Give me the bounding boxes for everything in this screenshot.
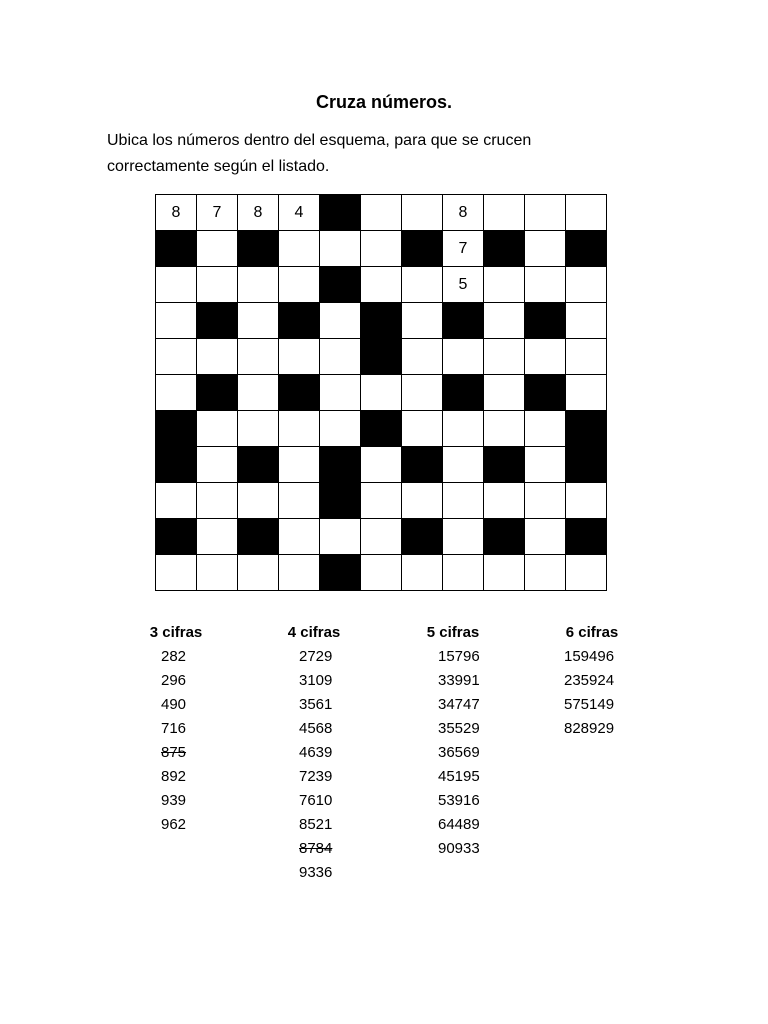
grid-cell[interactable] xyxy=(279,519,320,555)
grid-cell-black xyxy=(156,411,197,447)
grid-cell[interactable] xyxy=(484,411,525,447)
grid-cell[interactable] xyxy=(238,303,279,339)
grid-cell[interactable] xyxy=(238,267,279,303)
grid-cell[interactable] xyxy=(443,339,484,375)
grid-cell-black xyxy=(402,519,443,555)
grid-row xyxy=(156,447,607,483)
grid-row xyxy=(156,231,607,267)
grid-cell[interactable] xyxy=(443,555,484,591)
grid-cell[interactable] xyxy=(197,555,238,591)
grid-cell[interactable] xyxy=(156,339,197,375)
list-item: 53916 xyxy=(438,792,480,809)
list-item: 282 xyxy=(161,648,187,665)
grid-cell[interactable] xyxy=(484,267,525,303)
grid-cell[interactable] xyxy=(156,303,197,339)
grid-row xyxy=(156,519,607,555)
grid-cell-black xyxy=(402,231,443,267)
grid-cell-black xyxy=(279,375,320,411)
list-item: 939 xyxy=(161,792,187,809)
list-item: 875 xyxy=(161,744,187,761)
grid-cell[interactable] xyxy=(320,519,361,555)
grid-cell[interactable] xyxy=(443,447,484,483)
grid-cell[interactable] xyxy=(525,447,566,483)
grid-cell[interactable] xyxy=(156,267,197,303)
grid-cell[interactable] xyxy=(238,555,279,591)
grid-cell[interactable] xyxy=(238,411,279,447)
grid-cell[interactable] xyxy=(238,483,279,519)
list-item: 35529 xyxy=(438,720,480,737)
grid-row xyxy=(156,339,607,375)
list-item: 235924 xyxy=(564,672,615,689)
grid-cell[interactable] xyxy=(525,519,566,555)
list-item: 9336 xyxy=(299,864,333,881)
grid-cell[interactable] xyxy=(197,231,238,267)
list-item: 962 xyxy=(161,816,187,833)
grid-cell[interactable] xyxy=(525,411,566,447)
grid-cell[interactable] xyxy=(361,375,402,411)
list-items xyxy=(121,645,231,837)
list-items xyxy=(259,645,369,885)
grid-cell[interactable] xyxy=(361,195,402,231)
grid-cell[interactable] xyxy=(484,483,525,519)
grid-cell-black xyxy=(566,231,607,267)
grid-cell[interactable]: 8 xyxy=(238,195,279,231)
grid-cell[interactable]: 7 xyxy=(443,231,484,267)
grid-cell[interactable] xyxy=(402,555,443,591)
grid-cell[interactable] xyxy=(402,411,443,447)
grid-cell[interactable] xyxy=(484,375,525,411)
grid-cell[interactable] xyxy=(402,339,443,375)
grid-cell-black xyxy=(320,555,361,591)
grid-cell[interactable] xyxy=(361,267,402,303)
grid-cell[interactable] xyxy=(525,339,566,375)
list-item: 4639 xyxy=(299,744,333,761)
grid-cell[interactable] xyxy=(525,483,566,519)
grid-cell[interactable]: 7 xyxy=(197,195,238,231)
grid-cell[interactable] xyxy=(525,195,566,231)
grid-cell[interactable] xyxy=(566,267,607,303)
grid-cell[interactable]: 8 xyxy=(156,195,197,231)
grid-cell[interactable]: 5 xyxy=(443,267,484,303)
grid-cell[interactable] xyxy=(197,519,238,555)
grid-cell-black xyxy=(484,447,525,483)
grid-cell-black xyxy=(197,303,238,339)
grid-cell[interactable] xyxy=(279,339,320,375)
number-list xyxy=(398,621,508,861)
list-item: 7239 xyxy=(299,768,333,785)
grid-cell[interactable] xyxy=(279,411,320,447)
grid-cell[interactable] xyxy=(402,375,443,411)
grid-cell[interactable] xyxy=(238,375,279,411)
grid-row xyxy=(156,195,607,231)
grid-cell[interactable] xyxy=(279,483,320,519)
list-item: 8521 xyxy=(299,816,333,833)
grid-cell-black xyxy=(156,519,197,555)
grid-cell[interactable] xyxy=(484,555,525,591)
list-item: 33991 xyxy=(438,672,480,689)
list-item: 490 xyxy=(161,696,187,713)
grid-cell[interactable] xyxy=(361,483,402,519)
grid-cell-black xyxy=(238,519,279,555)
grid-cell[interactable] xyxy=(443,519,484,555)
grid-cell-black xyxy=(156,231,197,267)
grid-cell[interactable] xyxy=(566,555,607,591)
grid-cell[interactable] xyxy=(361,447,402,483)
grid-cell-black xyxy=(443,303,484,339)
grid-cell[interactable] xyxy=(443,411,484,447)
instructions-line-1: Ubica los números dentro del esquema, para que se crucen xyxy=(107,132,532,149)
grid-cell-black xyxy=(238,231,279,267)
list-item: 15796 xyxy=(438,648,480,665)
grid-cell-black xyxy=(320,267,361,303)
list-items xyxy=(537,645,647,741)
grid-cell[interactable] xyxy=(361,231,402,267)
list-item: 4568 xyxy=(299,720,333,737)
list-item: 828929 xyxy=(564,720,615,737)
list-header: 6 cifras xyxy=(565,624,619,641)
grid-row xyxy=(156,267,607,303)
grid-cell[interactable]: 8 xyxy=(443,195,484,231)
grid-cell-black xyxy=(320,447,361,483)
list-item: 7610 xyxy=(299,792,333,809)
grid-cell-black xyxy=(156,447,197,483)
list-item: 45195 xyxy=(438,768,480,785)
grid-cell[interactable] xyxy=(320,339,361,375)
grid-cell[interactable] xyxy=(566,303,607,339)
grid-cell-black xyxy=(484,519,525,555)
grid-cell-black xyxy=(443,375,484,411)
list-item: 3109 xyxy=(299,672,333,689)
grid-cell-black xyxy=(402,447,443,483)
grid-cell[interactable] xyxy=(402,303,443,339)
list-header: 5 cifras xyxy=(426,624,480,641)
grid-row xyxy=(156,375,607,411)
grid-cell[interactable] xyxy=(156,375,197,411)
number-list xyxy=(259,621,369,885)
grid-cell-black xyxy=(361,411,402,447)
grid-row xyxy=(156,483,607,519)
grid-row xyxy=(156,555,607,591)
list-item: 892 xyxy=(161,768,187,785)
grid-cell[interactable] xyxy=(566,483,607,519)
grid-cell[interactable] xyxy=(320,303,361,339)
grid-cell[interactable] xyxy=(320,231,361,267)
grid-cell[interactable] xyxy=(402,195,443,231)
grid-cell[interactable] xyxy=(402,267,443,303)
grid-row xyxy=(156,411,607,447)
grid-cell[interactable] xyxy=(279,555,320,591)
grid-cell[interactable] xyxy=(566,195,607,231)
grid-cell[interactable] xyxy=(320,411,361,447)
grid-cell[interactable] xyxy=(484,303,525,339)
grid-cell-black xyxy=(320,195,361,231)
grid-cell-black xyxy=(361,303,402,339)
list-item: 36569 xyxy=(438,744,480,761)
list-items xyxy=(398,645,508,861)
grid-cell[interactable] xyxy=(279,447,320,483)
grid-cell[interactable] xyxy=(197,447,238,483)
grid-cell[interactable] xyxy=(484,195,525,231)
grid-cell[interactable] xyxy=(197,483,238,519)
grid-cell[interactable] xyxy=(197,411,238,447)
crossword-grid xyxy=(155,194,607,591)
list-item: 90933 xyxy=(438,840,480,857)
grid-cell[interactable] xyxy=(525,267,566,303)
list-item: 716 xyxy=(161,720,187,737)
grid-cell-black xyxy=(566,447,607,483)
list-item: 34747 xyxy=(438,696,480,713)
grid-cell-black xyxy=(566,411,607,447)
grid-cell-black xyxy=(279,303,320,339)
list-item: 3561 xyxy=(299,696,333,713)
list-header: 3 cifras xyxy=(149,624,203,641)
grid-cell-black xyxy=(197,375,238,411)
grid-cell-black xyxy=(361,339,402,375)
grid-cell[interactable] xyxy=(279,231,320,267)
grid-cell[interactable] xyxy=(197,339,238,375)
grid-cell-black xyxy=(484,231,525,267)
grid-cell[interactable] xyxy=(361,519,402,555)
list-item: 575149 xyxy=(564,696,615,713)
grid-cell[interactable] xyxy=(320,375,361,411)
page-title: Cruza números. xyxy=(315,92,453,112)
grid-cell[interactable] xyxy=(525,231,566,267)
grid-cell[interactable] xyxy=(156,483,197,519)
grid-cell[interactable] xyxy=(525,555,566,591)
instructions xyxy=(107,128,667,180)
number-list xyxy=(537,621,647,741)
number-list xyxy=(121,621,231,837)
list-item: 159496 xyxy=(564,648,615,665)
grid-cell[interactable] xyxy=(566,375,607,411)
grid-cell-black xyxy=(525,303,566,339)
grid-cell[interactable] xyxy=(279,267,320,303)
grid-cell[interactable] xyxy=(156,555,197,591)
grid-cell[interactable] xyxy=(238,339,279,375)
grid-row xyxy=(156,303,607,339)
grid-cell-black xyxy=(566,519,607,555)
grid-cell-black xyxy=(238,447,279,483)
list-item: 2729 xyxy=(299,648,333,665)
grid-cell-black xyxy=(525,375,566,411)
instructions-line-2: correctamente según el listado. xyxy=(107,158,330,175)
grid-cell[interactable] xyxy=(484,339,525,375)
list-header: 4 cifras xyxy=(287,624,341,641)
list-item: 296 xyxy=(161,672,187,689)
grid-cell[interactable] xyxy=(566,339,607,375)
grid-cell[interactable] xyxy=(361,555,402,591)
grid-cell-black xyxy=(320,483,361,519)
grid-cell[interactable]: 4 xyxy=(279,195,320,231)
grid-cell[interactable] xyxy=(402,483,443,519)
grid-cell[interactable] xyxy=(443,483,484,519)
list-item: 8784 xyxy=(299,840,333,857)
list-item: 64489 xyxy=(438,816,480,833)
grid-cell[interactable] xyxy=(197,267,238,303)
